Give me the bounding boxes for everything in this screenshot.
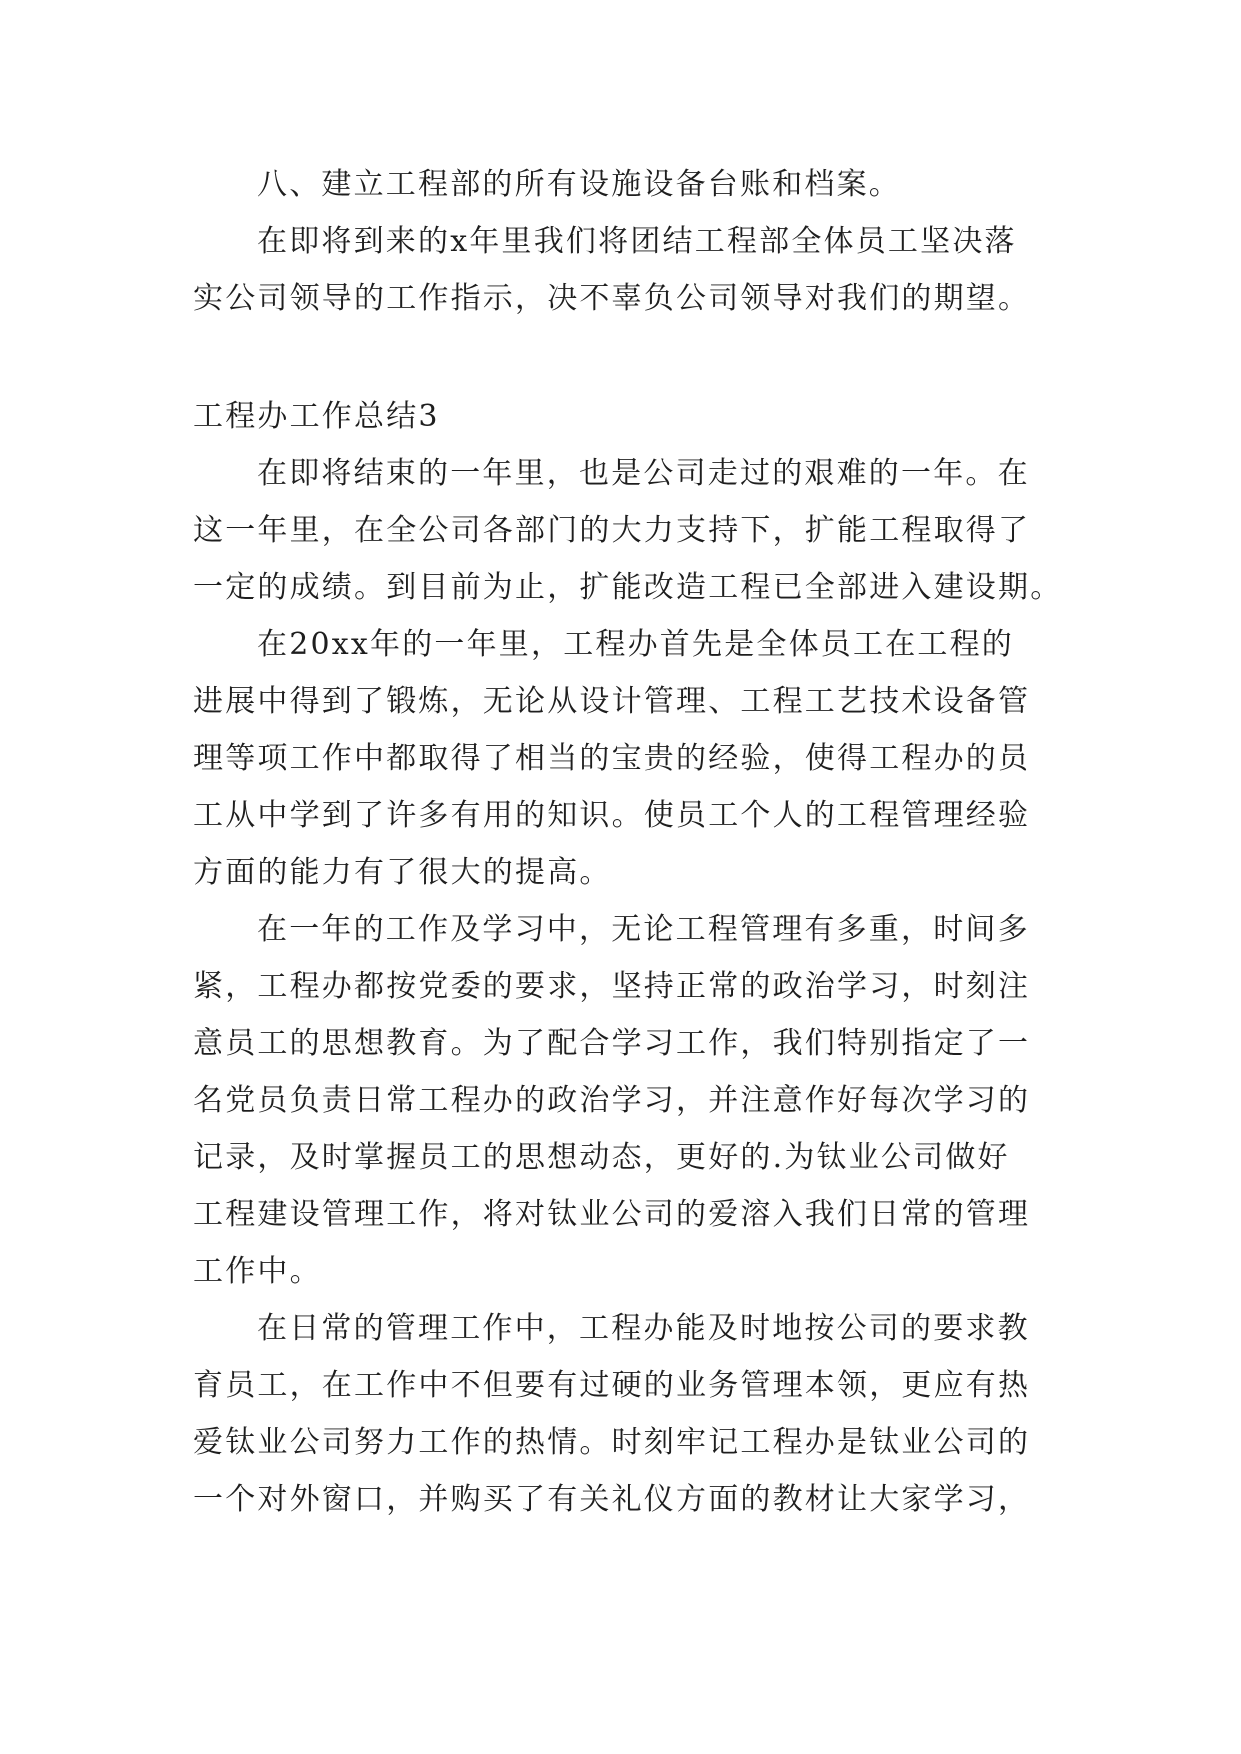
- paragraph-line: 工从中学到了许多有用的知识。使员工个人的工程管理经验: [193, 798, 1031, 833]
- paragraph-line: 名党员负责日常工程办的政治学习，并注意作好每次学习的: [193, 1083, 1031, 1118]
- paragraph-line: 方面的能力有了很大的提高。: [193, 855, 612, 890]
- paragraph-line: 意员工的思想教育。为了配合学习工作，我们特别指定了一: [193, 1026, 1031, 1061]
- paragraph-line: 实公司领导的工作指示，决不辜负公司领导对我们的期望。: [193, 281, 1031, 316]
- paragraph-line: 进展中得到了锻炼，无论从设计管理、工程工艺技术设备管: [193, 684, 1031, 719]
- paragraph-line: 育员工，在工作中不但要有过硬的业务管理本领，更应有热: [193, 1368, 1031, 1403]
- paragraph-line: 在日常的管理工作中，工程办能及时地按公司的要求教: [257, 1311, 1030, 1346]
- paragraph-line: 一个对外窗口，并购买了有关礼仪方面的教材让大家学习，: [193, 1482, 1031, 1517]
- paragraph-line: 在一年的工作及学习中，无论工程管理有多重，时间多: [257, 912, 1030, 947]
- paragraph-line: 记录，及时掌握员工的思想动态，更好的.为钛业公司做好: [193, 1140, 1010, 1175]
- paragraph-line: 八、建立工程部的所有设施设备台账和档案。: [257, 167, 901, 202]
- paragraph-line: 工作中。: [193, 1254, 322, 1289]
- paragraph-line: 爱钛业公司努力工作的热情。时刻牢记工程办是钛业公司的: [193, 1425, 1031, 1460]
- paragraph-line: 在即将到来的x年里我们将团结工程部全体员工坚决落: [257, 224, 1017, 259]
- paragraph-line: 这一年里，在全公司各部门的大力支持下，扩能工程取得了: [193, 513, 1031, 548]
- paragraph-line: 紧，工程办都按党委的要求，坚持正常的政治学习，时刻注: [193, 969, 1031, 1004]
- paragraph-line: 工程建设管理工作，将对钛业公司的爱溶入我们日常的管理: [193, 1197, 1031, 1232]
- section-heading: 工程办工作总结3: [193, 399, 440, 434]
- paragraph-line: 理等项工作中都取得了相当的宝贵的经验，使得工程办的员: [193, 741, 1031, 776]
- paragraph-line: 在20xx年的一年里，工程办首先是全体员工在工程的: [257, 627, 1015, 662]
- paragraph-line: 一定的成绩。到目前为止，扩能改造工程已全部进入建设期。: [193, 570, 1063, 605]
- paragraph-line: 在即将结束的一年里，也是公司走过的艰难的一年。在: [257, 456, 1030, 491]
